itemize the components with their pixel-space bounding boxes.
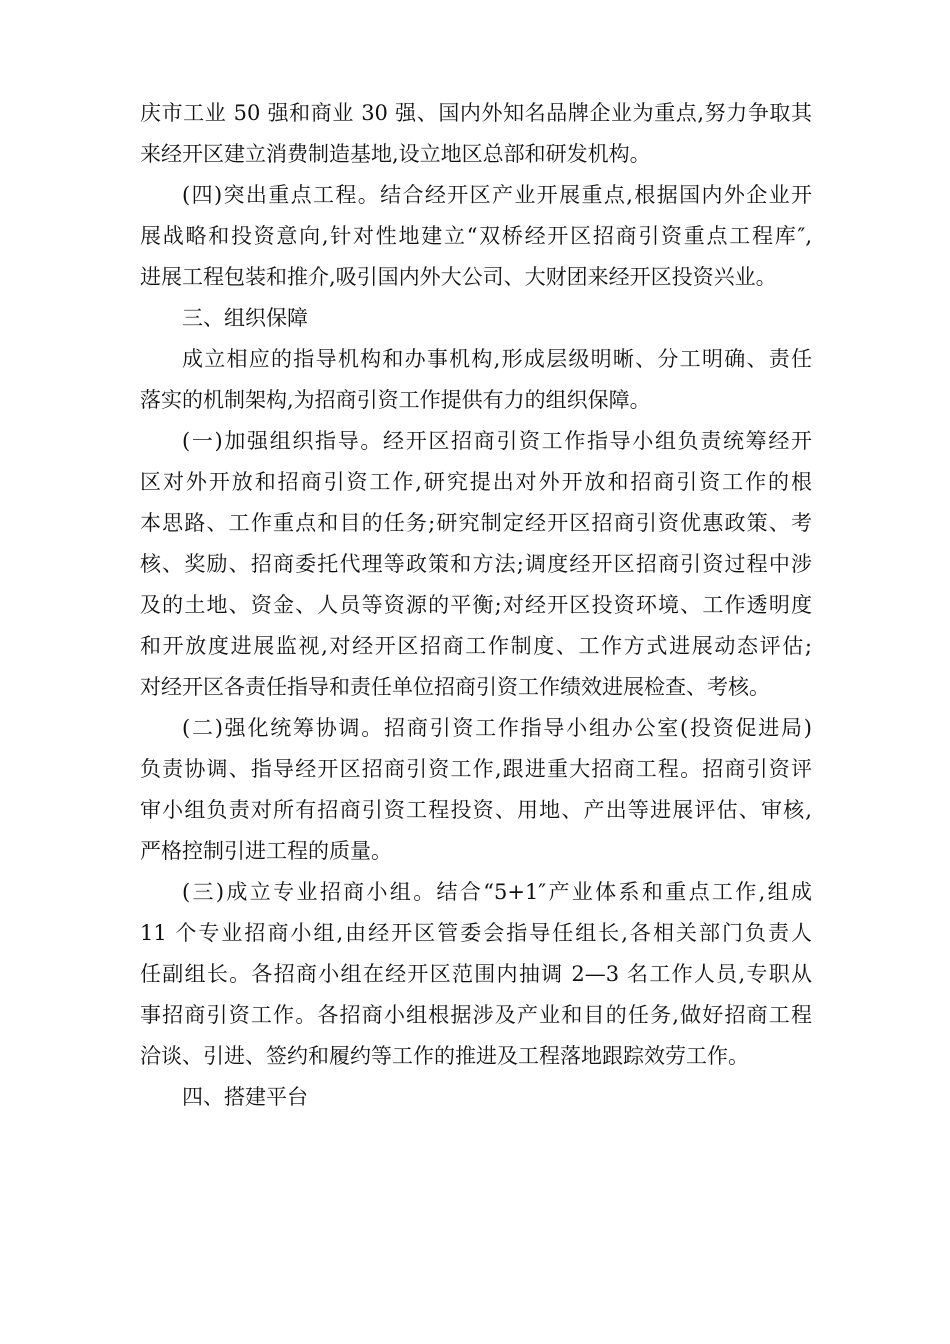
section-heading-4 — [140, 1077, 812, 1118]
text-line: 洽谈、引进、签约和履约等工作的推进及工程落地跟踪效劳工作。 — [140, 1044, 749, 1068]
section-heading-3 — [140, 298, 812, 339]
text-line: 及的土地、资金、人员等资源的平衡;对经开区投资环境、工作透明度 — [140, 593, 812, 617]
text-line: 区对外开放和招商引资工作,研究提出对外开放和招商引资工作的根 — [140, 470, 812, 494]
text-line: 任副组长。各招商小组在经开区范围内抽调 2—3 名工作人员,专职从 — [140, 962, 812, 986]
text-line: 对经开区各责任指导和责任单位招商引资工作绩效进展检查、考核。 — [140, 675, 770, 699]
paragraph-2 — [140, 175, 812, 298]
paragraph-4 — [140, 421, 812, 708]
text-line: (二)强化统筹协调。招商引资工作指导小组办公室(投资促进局) — [182, 716, 812, 740]
text-line: 11 个专业招商小组,由经开区管委会指导任组长,各相关部门负责人 — [140, 921, 812, 945]
heading-text: 三、组织保障 — [182, 306, 308, 330]
text-line: (一)加强组织指导。经开区招商引资工作指导小组负责统筹经开 — [182, 429, 812, 453]
paragraph-6 — [140, 872, 812, 1077]
text-line: 和开放度进展监视,对经开区招商工作制度、工作方式进展动态评估; — [140, 634, 812, 658]
text-line: 进展工程包装和推介,吸引国内外大公司、大财团来经开区投资兴业。 — [140, 265, 777, 289]
text-line: 庆市工业 50 强和商业 30 强、国内外知名品牌企业为重点,努力争取其 — [140, 101, 812, 125]
text-line: 成立相应的指导机构和办事机构,形成层级明晰、分工明确、责任 — [182, 347, 812, 371]
document-body — [140, 93, 812, 1118]
paragraph-1 — [140, 93, 812, 175]
paragraph-5 — [140, 708, 812, 872]
text-line: 来经开区建立消费制造基地,设立地区总部和研发机构。 — [140, 142, 651, 166]
paragraph-3 — [140, 339, 812, 421]
text-line: 负责协调、指导经开区招商引资工作,跟进重大招商工程。招商引资评 — [140, 757, 812, 781]
text-line: 本思路、工作重点和目的任务;研究制定经开区招商引资优惠政策、考 — [140, 511, 812, 535]
text-line: 核、奖励、招商委托代理等政策和方法;调度经开区招商引资过程中涉 — [140, 552, 812, 576]
text-line: 审小组负责对所有招商引资工程投资、用地、产出等进展评估、审核, — [140, 798, 812, 822]
text-line: 展战略和投资意向,针对性地建立“双桥经开区招商引资重点工程库″, — [140, 224, 812, 248]
text-line: 事招商引资工作。各招商小组根据涉及产业和目的任务,做好招商工程 — [140, 1003, 812, 1027]
heading-text: 四、搭建平台 — [182, 1085, 308, 1109]
text-line: (四)突出重点工程。结合经开区产业开展重点,根据国内外企业开 — [182, 183, 812, 207]
text-line: 落实的机制架构,为招商引资工作提供有力的组织保障。 — [140, 388, 651, 412]
text-line: (三)成立专业招商小组。结合“5+1″产业体系和重点工作,组成 — [182, 880, 812, 904]
text-line: 严格控制引进工程的质量。 — [140, 839, 392, 863]
